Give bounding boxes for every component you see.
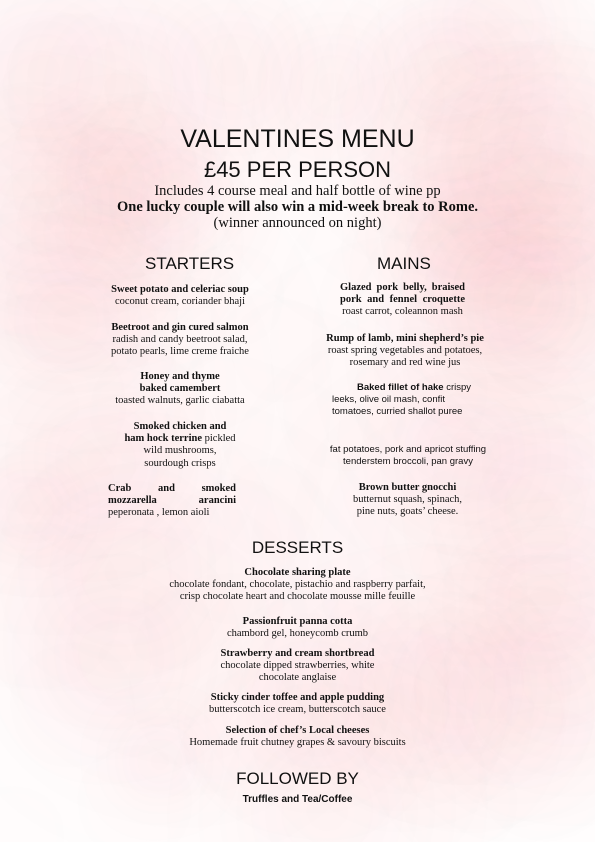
starter-item xyxy=(95,284,265,308)
dish-name-suffix: pickled xyxy=(202,433,236,445)
dish-name: Sticky cinder toffee and apple pudding xyxy=(210,692,385,703)
dish-name-line2: ham hock terrine xyxy=(124,433,203,445)
starters-heading: STARTERS xyxy=(145,254,235,273)
dish-desc: peperonata , lemon aioli xyxy=(108,507,210,519)
dish-name: Passionfruit panna cotta xyxy=(242,616,353,627)
main-item xyxy=(315,333,495,370)
starter-item xyxy=(95,322,265,359)
dessert-item xyxy=(100,692,495,716)
dish-desc: roast carrot, coleannon mash xyxy=(342,306,463,318)
starter-item xyxy=(95,421,265,470)
dish-desc: chocolate anglaise xyxy=(258,672,337,684)
dish-desc: pine nuts, goats’ cheese. xyxy=(356,506,459,518)
dish-desc: fat potatoes, pork and apricot stuffing xyxy=(329,444,487,455)
dessert-item xyxy=(100,725,495,749)
dish-desc: butternut squash, spinach, xyxy=(352,494,463,506)
dish-name: Beetroot and gin cured salmon xyxy=(111,322,249,333)
dish-desc: chocolate fondant, chocolate, pistachio and raspberry parfait, xyxy=(169,579,426,591)
main-item xyxy=(340,282,465,319)
dessert-item xyxy=(100,648,495,685)
dish-name: Brown butter gnocchi xyxy=(358,482,457,493)
dessert-item xyxy=(100,567,495,604)
menu-title: VALENTINES MENU xyxy=(180,125,415,153)
main-item xyxy=(320,482,495,519)
dish-name: Glazed pork belly, braised xyxy=(340,282,465,293)
intro-line-prize: One lucky couple will also win a mid-week break to Rome. xyxy=(116,199,479,215)
dish-name-line2: baked camembert xyxy=(139,383,221,395)
dish-name: Chocolate sharing plate xyxy=(244,567,351,578)
dish-name-suffix: crispy xyxy=(443,382,472,393)
dish-name: Strawberry and cream shortbread xyxy=(220,648,375,659)
dish-desc: chocolate dipped strawberries, white xyxy=(220,660,375,672)
dish-name: Crab and smoked xyxy=(108,483,236,494)
dish-desc: sourdough crisps xyxy=(144,457,216,469)
dish-desc: butterscotch ice cream, butterscotch sauce xyxy=(209,704,386,716)
dish-desc: chambord gel, honeycomb crumb xyxy=(226,628,369,640)
mains-heading: MAINS xyxy=(377,254,431,273)
dish-desc: tomatoes, curried shallot puree xyxy=(332,406,463,418)
dish-desc: potato pearls, lime creme fraiche xyxy=(111,346,249,358)
dish-name: Selection of chef’s Local cheeses xyxy=(225,725,370,736)
dish-desc: tenderstem broccoli, pan gravy xyxy=(343,456,473,468)
dish-name-line2: pork and fennel croquette xyxy=(340,294,465,306)
dish-name: Sweet potato and celeriac soup xyxy=(111,284,249,295)
starter-item xyxy=(95,371,265,408)
dish-desc: coconut cream, coriander bhaji xyxy=(114,296,246,308)
price-line: £45 PER PERSON xyxy=(203,157,392,182)
dish-name: Honey and thyme xyxy=(140,371,220,382)
desserts-heading: DESSERTS xyxy=(251,538,344,557)
intro-line-wine: Includes 4 course meal and half bottle of wine pp xyxy=(154,183,441,199)
intro-block xyxy=(0,183,595,231)
dish-name: Smoked chicken and xyxy=(133,421,227,432)
starter-item xyxy=(108,483,236,520)
main-item xyxy=(332,382,492,419)
followed-by-text: Truffles and Tea/Coffee xyxy=(242,794,353,805)
dish-desc: rosemary and red wine jus xyxy=(349,357,461,369)
dish-desc: crisp chocolate heart and chocolate mousse mille feuille xyxy=(179,591,416,603)
dish-desc: toasted walnuts, garlic ciabatta xyxy=(115,395,245,407)
dish-desc: wild mushrooms, xyxy=(143,445,217,457)
followed-by-heading: FOLLOWED BY xyxy=(236,769,359,788)
main-item-continued xyxy=(318,444,498,468)
dish-name: Baked fillet of hake xyxy=(357,382,444,393)
dessert-item xyxy=(100,616,495,640)
dish-desc: leeks, olive oil mash, confit xyxy=(332,394,445,406)
intro-line-winner: (winner announced on night) xyxy=(213,215,382,231)
dish-desc: radish and candy beetroot salad, xyxy=(112,334,248,346)
dish-desc: roast spring vegetables and potatoes, xyxy=(327,345,483,357)
dish-name: Rump of lamb, mini shepherd’s pie xyxy=(326,333,484,344)
dish-desc: Homemade fruit chutney grapes & savoury biscuits xyxy=(189,737,406,749)
dish-name-line2: mozzarella arancini xyxy=(108,495,236,507)
